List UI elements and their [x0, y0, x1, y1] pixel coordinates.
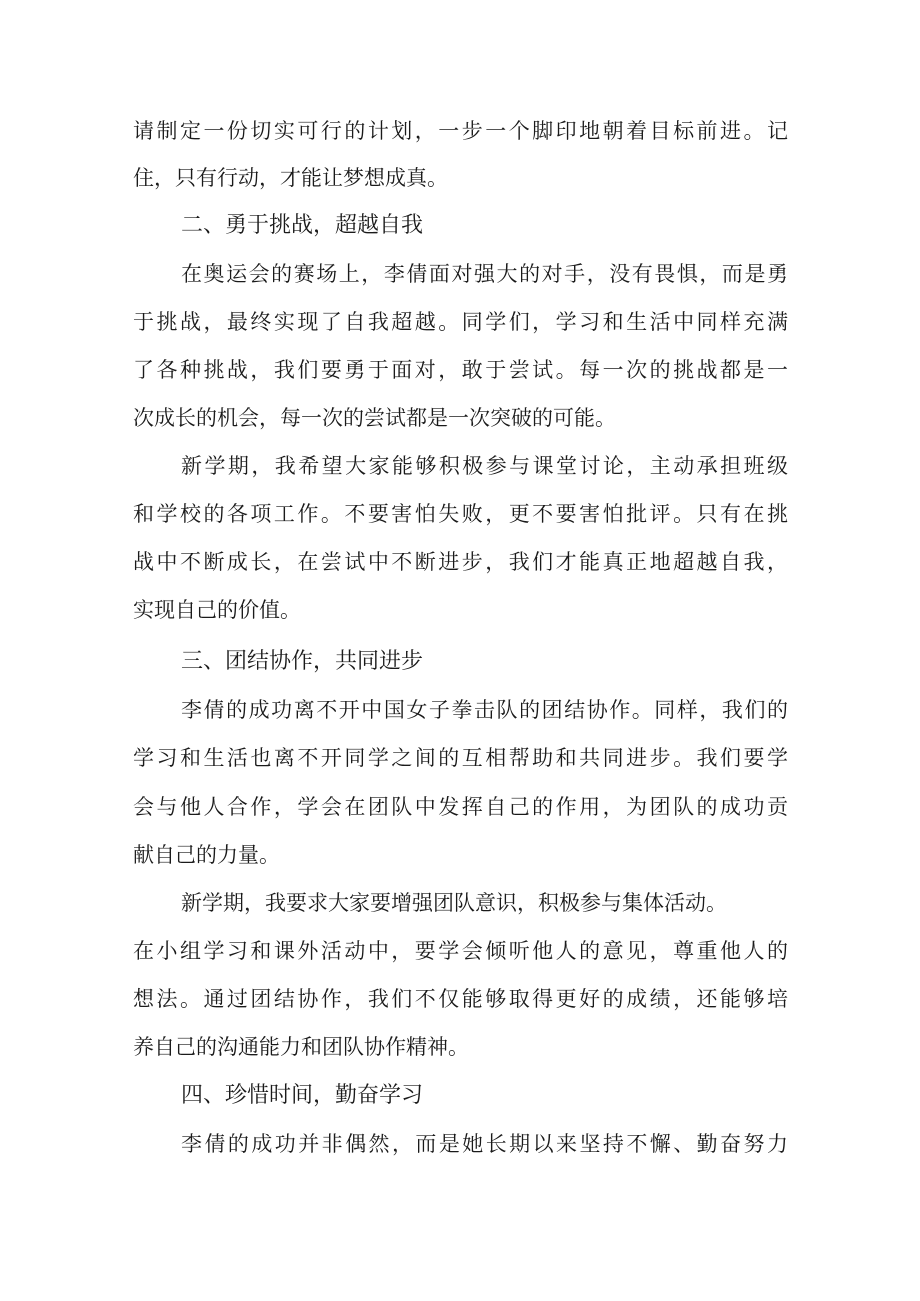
body-line: 李倩的成功离不开中国女子拳击队的团结协作。同样，我们的	[181, 698, 788, 722]
body-line: 战中不断成长，在尝试中不断进步，我们才能真正地超越自我，	[133, 550, 788, 574]
body-line: 请制定一份切实可行的计划，一步一个脚印地朝着目标前进。记	[133, 119, 788, 143]
body-line: 次成长的机会，每一次的尝试都是一次突破的可能。	[133, 406, 616, 430]
body-line: 李倩的成功并非偶然，而是她长期以来坚持不懈、勤奋努力	[181, 1132, 788, 1156]
section-heading: 四、珍惜时间，勤奋学习	[181, 1083, 424, 1108]
body-line: 和学校的各项工作。不要害怕失败，更不要害怕批评。只有在挑	[133, 502, 788, 526]
section-heading: 三、团结协作，共同进步	[181, 649, 424, 674]
body-line: 学习和生活也离不开同学之间的互相帮助和共同进步。我们要学	[133, 746, 788, 770]
body-line: 献自己的力量。	[133, 843, 280, 867]
body-line: 新学期，我要求大家要增强团队意识，积极参与集体活动。	[181, 891, 727, 915]
body-line: 在小组学习和课外活动中，要学会倾听他人的意见，尊重他人的	[133, 939, 788, 963]
body-line: 想法。通过团结协作，我们不仅能够取得更好的成绩，还能够培	[133, 987, 788, 1011]
body-line: 住，只有行动，才能让梦想成真。	[133, 166, 448, 190]
section-heading: 二、勇于挑战，超越自我	[181, 213, 424, 238]
body-line: 于挑战，最终实现了自我超越。同学们，学习和生活中同样充满	[133, 310, 788, 334]
body-line: 实现自己的价值。	[133, 598, 301, 622]
body-line: 在奥运会的赛场上，李倩面对强大的对手，没有畏惧，而是勇	[181, 262, 788, 286]
body-line: 了各种挑战，我们要勇于面对，敢于尝试。每一次的挑战都是一	[133, 358, 788, 382]
body-line: 会与他人合作，学会在团队中发挥自己的作用，为团队的成功贡	[133, 795, 788, 819]
body-line: 养自己的沟通能力和团队协作精神。	[133, 1035, 469, 1059]
body-line: 新学期，我希望大家能够积极参与课堂讨论，主动承担班级	[181, 454, 788, 478]
